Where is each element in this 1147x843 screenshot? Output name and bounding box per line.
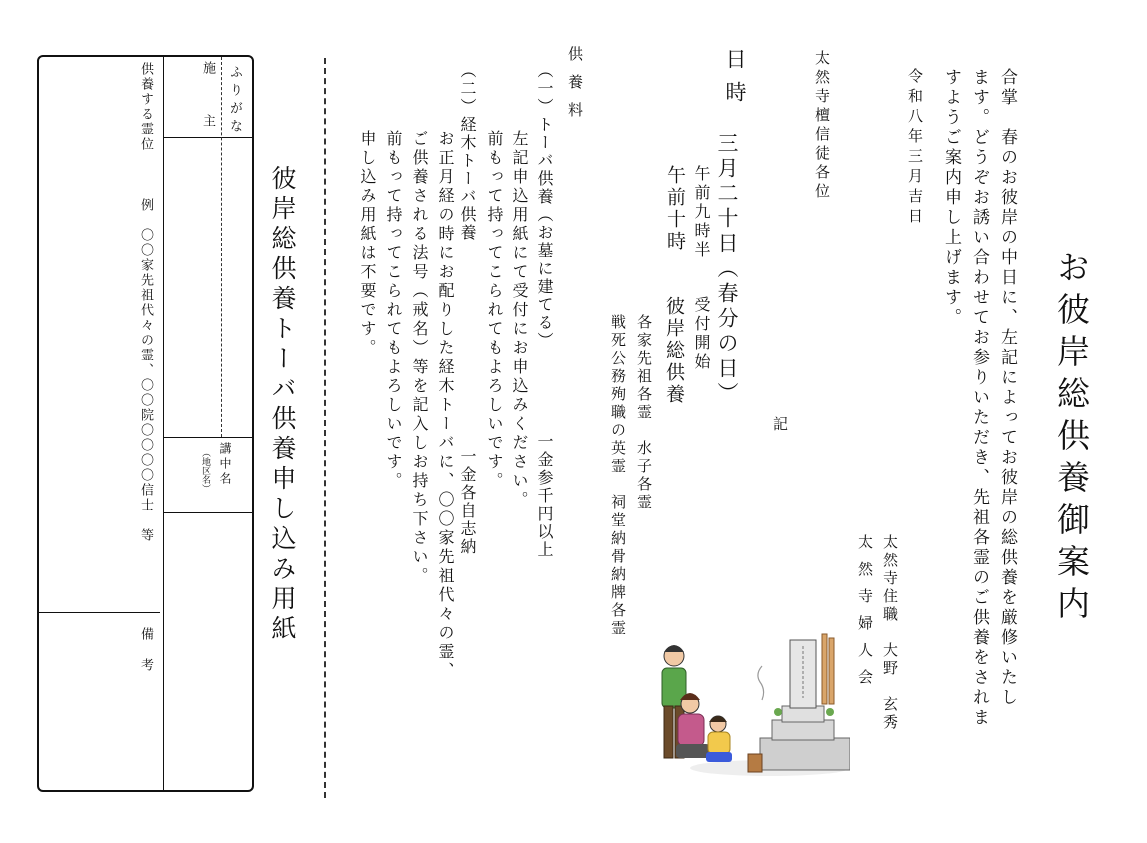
announcement-date: 令和八年三月吉日 bbox=[906, 68, 924, 228]
sender-womens-association: 太然寺婦人会 bbox=[856, 534, 874, 696]
form-title: 彼岸総供養トーバ供養申し込み用紙 bbox=[268, 165, 297, 645]
kouchu-label: 講中名 bbox=[218, 442, 232, 487]
schedule-reception: 受付開始 bbox=[692, 296, 711, 372]
fee-item1-line: 前もって持ってこられてもよろしいです。 bbox=[485, 130, 504, 491]
schedule-date: 三月二十日（春分の日） bbox=[715, 132, 739, 407]
fee-item1-amount: 一金参千円以上 bbox=[535, 433, 554, 559]
schedule-label: 日時 bbox=[723, 48, 747, 114]
seshu-label: 施 bbox=[200, 61, 215, 74]
announcement-title: お彼岸総供養御案内 bbox=[1052, 250, 1091, 628]
reii-example: 例 〇〇家先祖代々の霊、〇〇院〇〇〇〇信士 等 bbox=[138, 198, 153, 543]
biko-label: 備考 bbox=[138, 627, 153, 689]
form-divider bbox=[221, 57, 222, 437]
fee-item2-title: （二）経木トーバ供養 bbox=[458, 62, 477, 242]
furigana-label: ふりがな bbox=[227, 65, 242, 137]
schedule-service-time: 午前十時 bbox=[664, 165, 686, 253]
reii-label: 供養する霊位 bbox=[138, 62, 153, 152]
announcement-notice bbox=[937, 68, 1021, 728]
form-divider bbox=[39, 612, 160, 613]
form-divider bbox=[163, 512, 252, 513]
district-label: （地区名） bbox=[200, 448, 210, 493]
application-form bbox=[37, 55, 254, 792]
notice-line: ます。どうぞお誘い合わせてお参りいただき、先祖各霊のご供養をされま bbox=[969, 68, 989, 728]
fee-item1-line: 左記申込用紙にて受付にお申込みください。 bbox=[510, 130, 529, 510]
schedule-service: 彼岸総供養 bbox=[663, 296, 685, 406]
form-divider bbox=[163, 437, 252, 438]
fee-item2-amount: 一金各自志納 bbox=[458, 448, 477, 556]
addressee: 太然寺檀信徒各位 bbox=[813, 50, 831, 202]
ki-mark: 記 bbox=[771, 416, 789, 431]
fees-label: 供養料 bbox=[566, 46, 584, 130]
notice-line: すようご案内申し上げます。 bbox=[941, 68, 961, 328]
form-divider bbox=[163, 57, 164, 790]
notice-line: 合掌 春のお彼岸の中日に、左記によってお彼岸の総供養を厳修いたし bbox=[997, 68, 1017, 708]
fee-item2-line: 前もって持ってこられてもよろしいです。 bbox=[384, 130, 403, 491]
fee-item2-body bbox=[354, 130, 458, 681]
fee-item1-title: （一）トーバ供養（お墓に建てる） bbox=[535, 62, 554, 350]
schedule-ancestors: 各家先祖各霊 水子各霊 bbox=[635, 314, 653, 512]
fee-item2-line: 申し込み用紙は不要です。 bbox=[358, 130, 377, 358]
seshu-label: 主 bbox=[200, 114, 215, 127]
fee-item2-line: お正月経の時にお配りした経木トーバに、〇〇家先祖代々の霊、 bbox=[436, 130, 455, 681]
sender-priest: 太然寺住職 大野 玄秀 bbox=[881, 534, 899, 732]
schedule-reception-time: 午前九時半 bbox=[692, 165, 711, 260]
form-divider bbox=[163, 137, 252, 138]
cut-line bbox=[324, 58, 326, 798]
family-at-grave-illustration bbox=[650, 628, 850, 778]
fee-item2-line: ご供養される法号（戒名）等を記入しお持ち下さい。 bbox=[410, 130, 429, 586]
schedule-war-dead: 戦死公務殉職の英霊 祠堂納骨納牌各霊 bbox=[609, 314, 627, 638]
